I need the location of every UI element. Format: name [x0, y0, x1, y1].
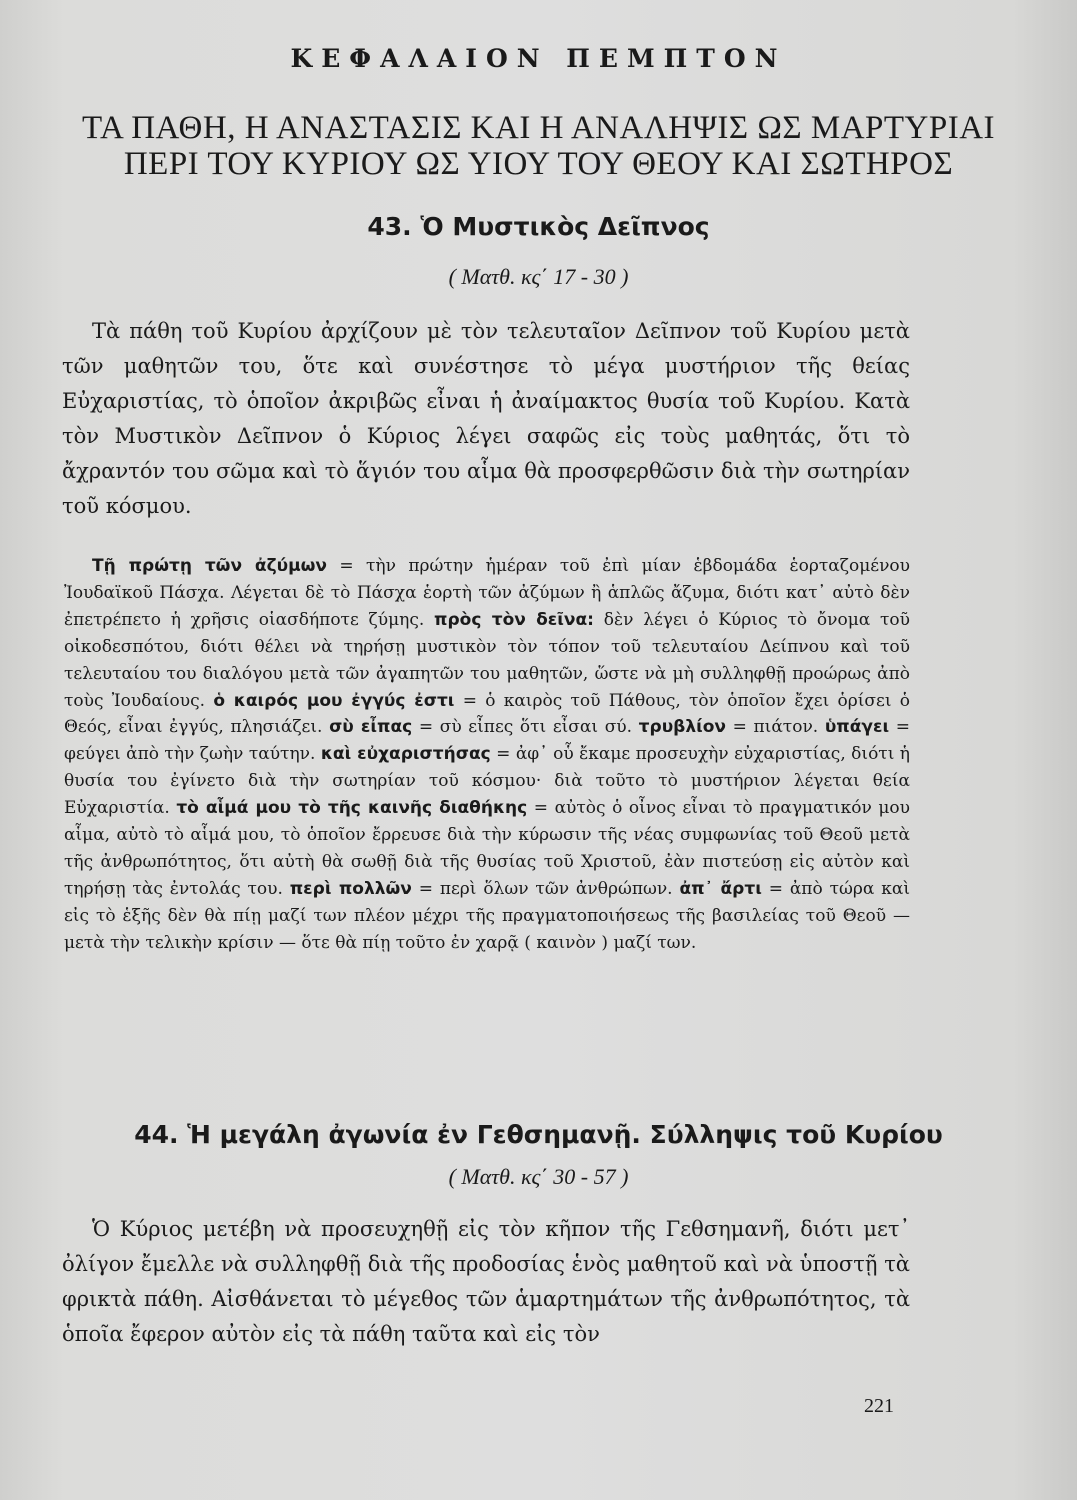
note-term: Τῇ πρώτῃ τῶν ἀζύμων [92, 556, 328, 576]
note-text: = τὴν πρώτην ἡμέραν τοῦ ἐπὶ μίαν ἑβδομάδα ἑορταζομένου Ἰουδαϊκοῦ Πάσχα. Λέγεται δὲ τὸ Πάσχα ἑορτὴ τῶν ἀζύμων ἢ ἁπλῶς ἄζυμα, διότι κατ᾽ αὐτὸ δὲν ἐπετρέπετο ἡ χρῆσις οἱασδήποτε ζύμης. [64, 556, 910, 630]
chapter-heading: ΚΕΦΑΛΑΙΟΝ ΠΕΜΠΤΟΝ [290, 44, 787, 73]
section-44-paragraph: Ὁ Κύριος μετέβη νὰ προσευχηθῇ εἰς τὸν κῆπον τῆς Γεθσημανῆ, διότι μετ᾽ ὀλίγον ἔμελλε νὰ συλληφθῇ διὰ τῆς προδοσίας ἑνὸς μαθητοῦ καὶ νὰ ὑποστῇ τὰ φρικτὰ πάθη. Αἰσθάνεται τὸ μέγεθος τῶν ἁμαρτημάτων τῆς ἀνθρωπότητος, τὰ ὁποῖα ἔφερον αὐτὸν εἰς τὰ πάθη ταῦτα καὶ εἰς τὸν [62, 1217, 910, 1346]
section-44-reference: ( Ματθ. κς΄ 30 - 57 ) [448, 1164, 629, 1189]
note-text: = σὺ εἶπες ὅτι εἶσαι σύ. [412, 717, 639, 738]
note-term: πρὸς τὸν δεῖνα: [434, 609, 594, 630]
section-43-reference: ( Ματθ. κς΄ 17 - 30 ) [448, 264, 629, 289]
note-text: = πιάτον. [725, 717, 825, 738]
note-term: σὺ εἶπας [329, 717, 413, 738]
note-text: = ἀφ᾽ οὗ ἔκαμε προσευχὴν εὐχαριστίας, διότι ἡ θυσία του ἐγίνετο διὰ τὴν σωτηρίαν τοῦ κόσμου· διὰ τοῦτο τὸ μυστήριον λέγεται θεία Εὐχαριστία. [64, 744, 910, 819]
note-text: = φεύγει ἀπὸ τὴν ζωὴν ταύτην. [64, 717, 910, 765]
page-number: 221 [864, 1395, 894, 1417]
section-43-paragraph: Τὰ πάθη τοῦ Κυρίου ἀρχίζουν μὲ τὸν τελευταῖον Δεῖπνον τοῦ Κυρίου μετὰ τῶν μαθητῶν του, ὅτε καὶ συνέστησε τὸ μέγα μυστήριον τῆς θείας Εὐχαριστίας, τὸ ὁποῖον ἀκριβῶς εἶναι ἡ ἀναίμακτος θυσία τοῦ Κυρίου. Κατὰ τὸν Μυστικὸν Δεῖπνον ὁ Κύριος λέγει σαφῶς εἰς τοὺς μαθητάς, ὅτι τὸ ἄχραντόν του σῶμα καὶ τὸ ἅγιόν του αἷμα θὰ προσφερθῶσιν διὰ τὴν σωτηρίαν τοῦ κόσμου. [62, 319, 910, 518]
note-text: δὲν λέγει ὁ Κύριος τὸ ὄνομα τοῦ οἰκοδεσπότου, διότι θέλει νὰ τηρήσῃ μυστικὸν τὸν τόπον τοῦ τελευταίου Δείπνου καὶ τοῦ τελευταίου του διαλόγου μετὰ τῶν ἀγαπητῶν του μαθητῶν, ὥστε νὰ μὴ συλληφθῇ προώρως ἀπὸ τοὺς Ἰουδαίους. [64, 609, 910, 711]
note-term: τὸ αἷμά μου τὸ τῆς καινῆς διαθήκης [176, 798, 528, 819]
note-text: = ἀπὸ τώρα καὶ εἰς τὸ ἑξῆς δὲν θὰ πίῃ μαζί των πλέον μέχρι τῆς πραγματοποιήσεως τῆς βασιλείας τοῦ Θεοῦ — μετὰ τὴν τελικὴν κρίσιν — ὅτε θὰ πίῃ τοῦτο ἐν χαρᾷ ( καινὸν ) μαζί των. [64, 878, 910, 953]
note-term: τρυβλίον [638, 717, 726, 738]
chapter-title-line-1: ΤΑ ΠΑΘΗ, Η ΑΝΑΣΤΑΣΙΣ ΚΑΙ Η ΑΝΑΛΗΨΙΣ ΩΣ ΜΑΡΤΥΡΙΑΙ [81, 110, 996, 146]
section-43-heading: 43. Ὁ Μυστικὸς Δεῖπνος [367, 212, 710, 241]
note-term: καὶ εὐχαριστήσας [320, 744, 491, 765]
note-term: περὶ πολλῶν [289, 878, 412, 899]
chapter-title-line-2: ΠΕΡΙ ΤΟΥ ΚΥΡΙΟΥ ΩΣ ΥΙΟΥ ΤΟΥ ΘΕΟΥ ΚΑΙ ΣΩΤΗΡΟΣ [123, 146, 954, 182]
section-44-heading: 44. Ἡ μεγάλη ἀγωνία ἐν Γεθσημανῇ. Σύλληψις τοῦ Κυρίου [134, 1120, 943, 1149]
note-text: = περὶ ὅλων τῶν ἀνθρώπων. [411, 878, 680, 899]
note-term: ἀπ᾽ ἄρτι [679, 878, 762, 899]
section-43-notes [64, 553, 910, 957]
note-term: ὑπάγει [824, 717, 890, 738]
note-text: = αὐτὸς ὁ οἶνος εἶναι τὸ πραγματικόν μου αἷμα, αὐτὸ τὸ αἷμά μου, τὸ ὁποῖον ἔρρευσε διὰ τὴν κύρωσιν τῆς νέας συμφωνίας τοῦ Θεοῦ μετὰ τῆς ἀνθρωπότητος, ὅτι αὐτὴ θὰ σωθῇ διὰ τῆς θυσίας τοῦ Χριστοῦ, ἐὰν πιστεύσῃ εἰς αὐτὸν καὶ τηρήσῃ τὰς ἐντολάς του. [64, 798, 910, 899]
note-text: = ὁ καιρὸς τοῦ Πάθους, τὸν ὁποῖον ἔχει ὁρίσει ὁ Θεός, εἶναι ἐγγύς, πλησιάζει. [64, 690, 910, 738]
note-term: ὁ καιρός μου ἐγγύς ἐστι [213, 690, 455, 711]
